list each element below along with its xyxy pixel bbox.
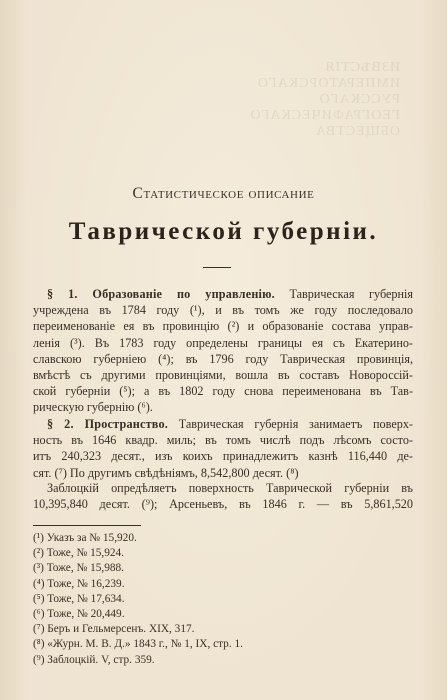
footnote: (⁷) Беръ и Гельмерсенъ. XIX, 317. bbox=[33, 623, 195, 636]
footnote: (⁵) Тоже, № 17,634. bbox=[33, 592, 125, 605]
text-line bbox=[33, 480, 413, 496]
footnote-divider bbox=[33, 525, 141, 526]
bleed-line: РУССКАГО bbox=[318, 92, 400, 107]
text-line: итъ 240,323 десят., изъ коихъ принадлежитъ казнѣ 116,440 де- bbox=[33, 449, 413, 464]
line-text: Таврическая губернія bbox=[289, 287, 414, 301]
text-line: ской губерніи (⁵); а въ 1802 году снова переименована въ Тав- bbox=[33, 384, 413, 399]
text-line: славскою губерніею (⁴); въ 1796 году Таврическая провинція, bbox=[33, 351, 413, 366]
section-2-heading: § 2. Пространство. bbox=[47, 417, 169, 431]
bleed-line: ИМПЕРАТОРСКАГО bbox=[256, 76, 400, 91]
bleed-line: ОБЩЕСТВА bbox=[314, 124, 400, 139]
text-line: 10,395,840 десят. (⁹); Арсеньевъ, въ 1846 г. — въ 5,861,520 bbox=[33, 497, 413, 512]
text-line: ность въ 1646 квадр. миль; въ томъ числѣ подъ лѣсомъ состо- bbox=[33, 433, 413, 448]
bleed-line: ГЕОГРАФИЧЕСКАГО bbox=[249, 108, 400, 123]
footnote: (⁹) Заблоцкій. V, стр. 359. bbox=[33, 653, 155, 666]
text-line: сят. (⁷) По другимъ свѣдѣніямъ, 8,542,800 десят. (⁸) bbox=[33, 465, 299, 480]
footnotes-list bbox=[33, 531, 243, 668]
text-line: переименованіе ея въ провинцію (²) и образованіе состава управ- bbox=[33, 319, 413, 334]
footnote: (³) Тоже, № 15,988. bbox=[33, 562, 124, 575]
title-divider bbox=[203, 267, 231, 268]
text-line: ленія (³). Въ 1783 году определены границы ея съ Екатерино- bbox=[33, 335, 413, 350]
text-line: рическую губернію (⁶). bbox=[33, 400, 153, 415]
footnote: (²) Тоже, № 15,924. bbox=[33, 547, 124, 560]
text-line bbox=[33, 286, 413, 302]
section-3-paragraph bbox=[33, 480, 413, 512]
line-text: Таврическая губернія занимаетъ поверх- bbox=[178, 417, 413, 431]
page-title: Таврической губерніи. bbox=[68, 218, 379, 245]
footnote: (⁶) Тоже, № 20,449. bbox=[33, 608, 125, 621]
bleed-through-text bbox=[230, 60, 400, 140]
section-1-paragraph bbox=[33, 286, 413, 416]
text-line bbox=[33, 416, 413, 432]
section-2-paragraph bbox=[33, 416, 413, 481]
footnote: (¹) Указъ за № 15,920. bbox=[33, 532, 137, 544]
footnote: (⁴) Тоже, № 16,239. bbox=[33, 577, 125, 590]
text-line: вмѣстѣ съ другими провинціями, вошла въ составъ Новороссій- bbox=[33, 368, 413, 383]
page-subtitle: Статистическое описание bbox=[132, 185, 315, 202]
text-line: учреждена въ 1784 году (¹), и въ томъ же году последовало bbox=[33, 303, 413, 318]
line-text: Заблоцкій опредѣляетъ поверхность Таврической губерніи въ bbox=[47, 481, 413, 495]
section-1-heading: § 1. Образованіе по управленію. bbox=[47, 287, 275, 301]
bleed-line: ИЗВѢСТІЯ bbox=[324, 60, 400, 75]
footnote: (⁸) «Журн. М. В. Д.» 1843 г., № 1, IX, стр. 1. bbox=[33, 638, 243, 651]
